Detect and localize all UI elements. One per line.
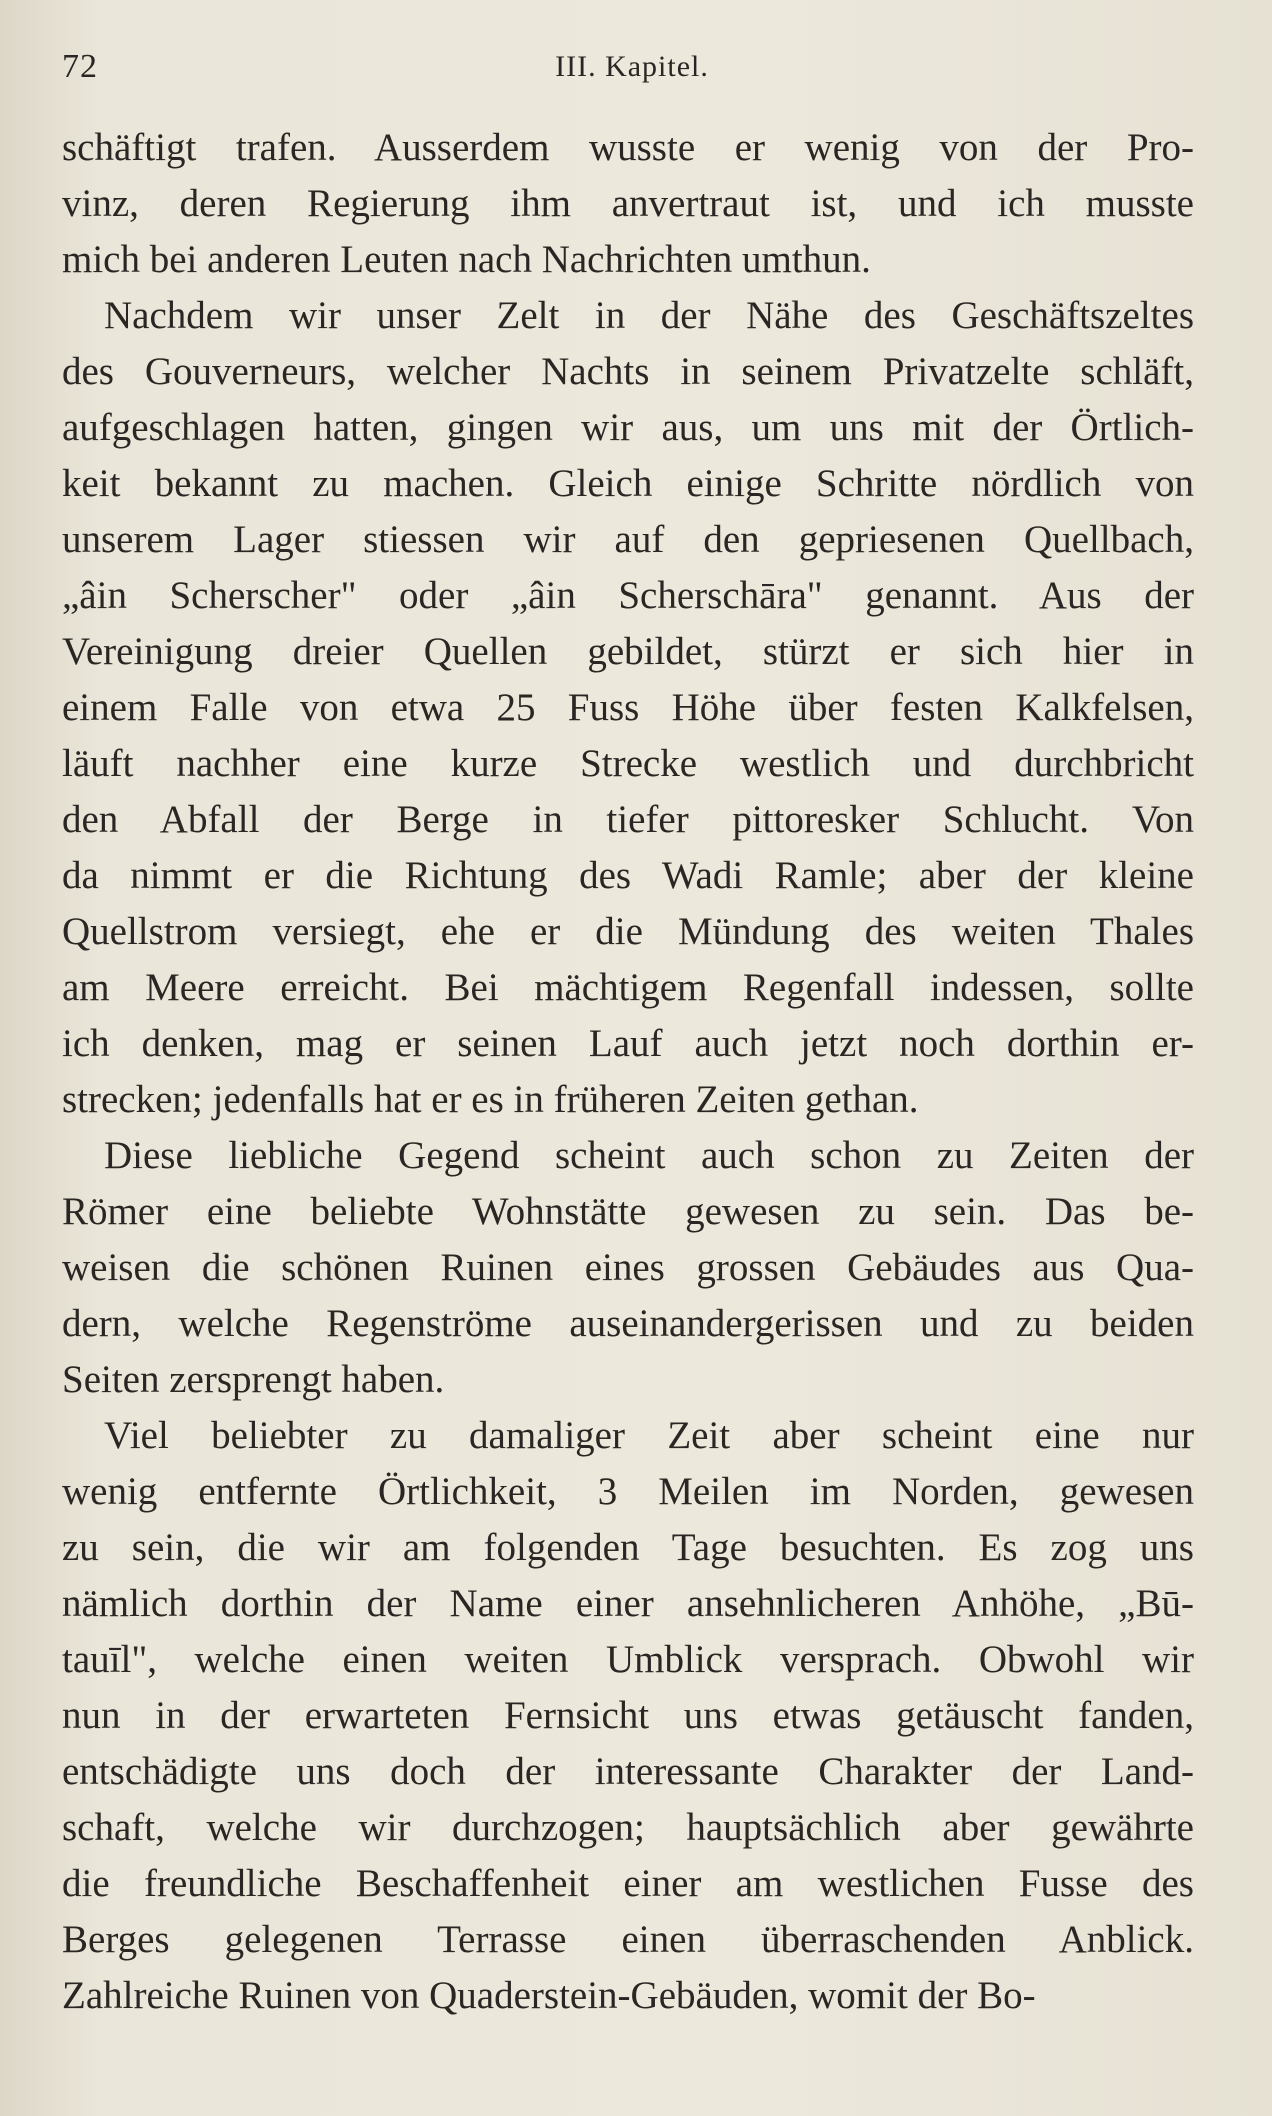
text-line: entschädigte uns doch der interessante Charakter der Land- [62,1750,1194,1793]
text-line: Quellstrom versiegt, ehe er die Mündung des weiten Thales [62,910,1194,953]
text-line: Seiten zersprengt haben. [62,1358,445,1401]
text-line: Berges gelegenen Terrasse einen überraschenden Anblick. [62,1918,1194,1961]
text-line: am Meere erreicht. Bei mächtigem Regenfall indessen, sollte [62,966,1194,1009]
page-number: 72 [62,48,98,85]
text-line: schäftigt trafen. Ausserdem wusste er wenig von der Pro- [62,126,1194,169]
text-line: weisen die schönen Ruinen eines grossen Gebäudes aus Qua- [62,1246,1194,1289]
text-line: mich bei anderen Leuten nach Nachrichten umthun. [62,238,871,281]
paragraph [62,120,1194,288]
text-line: da nimmt er die Richtung des Wadi Ramle; aber der kleine [62,854,1194,897]
text-line: keit bekannt zu machen. Gleich einige Schritte nördlich von [62,462,1194,505]
paragraph [62,1408,1194,2024]
text-line: unserem Lager stiessen wir auf den gepriesenen Quellbach, [62,518,1194,561]
text-line: aufgeschlagen hatten, gingen wir aus, um uns mit der Örtlich- [62,406,1194,449]
text-line: Römer eine beliebte Wohnstätte gewesen zu sein. Das be- [62,1190,1194,1233]
text-line: dern, welche Regenströme auseinandergerissen und zu beiden [62,1302,1194,1345]
text-line: nun in der erwarteten Fernsicht uns etwas getäuscht fanden, [62,1694,1194,1737]
text-line: den Abfall der Berge in tiefer pittoresker Schlucht. Von [62,798,1194,841]
text-line: einem Falle von etwa 25 Fuss Höhe über festen Kalkfelsen, [62,686,1194,729]
text-line: Nachdem wir unser Zelt in der Nähe des Geschäftszeltes [104,294,1194,337]
text-line: läuft nachher eine kurze Strecke westlich und durchbricht [62,742,1194,785]
text-line: schaft, welche wir durchzogen; hauptsächlich aber gewährte [62,1806,1194,1849]
page-header [62,48,1202,88]
text-line: Zahlreiche Ruinen von Quaderstein-Gebäuden, womit der Bo- [62,1974,1036,2017]
text-line: „âin Scherscher" oder „âin Scherschāra" genannt. Aus der [62,574,1194,617]
paragraph [62,288,1194,1128]
text-line: tauīl", welche einen weiten Umblick versprach. Obwohl wir [62,1638,1194,1681]
text-line: vinz, deren Regierung ihm anvertraut ist, und ich musste [62,182,1194,225]
text-line: wenig entfernte Örtlichkeit, 3 Meilen im Norden, gewesen [62,1470,1194,1513]
text-line: nämlich dorthin der Name einer ansehnlicheren Anhöhe, „Bū- [62,1582,1194,1625]
text-line: des Gouverneurs, welcher Nachts in seinem Privatzelte schläft, [62,350,1194,393]
text-line: Vereinigung dreier Quellen gebildet, stürzt er sich hier in [62,630,1194,673]
text-line: zu sein, die wir am folgenden Tage besuchten. Es zog uns [62,1526,1194,1569]
text-line: Diese liebliche Gegend scheint auch schon zu Zeiten der [104,1134,1194,1177]
text-line: strecken; jedenfalls hat er es in früheren Zeiten gethan. [62,1078,919,1121]
text-line: ich denken, mag er seinen Lauf auch jetzt noch dorthin er- [62,1022,1194,1065]
body-text [62,120,1194,2024]
text-line: Viel beliebter zu damaliger Zeit aber scheint eine nur [104,1414,1194,1457]
text-line: die freundliche Beschaffenheit einer am westlichen Fusse des [62,1862,1194,1905]
running-title: III. Kapitel. [555,50,709,83]
paragraph [62,1128,1194,1408]
